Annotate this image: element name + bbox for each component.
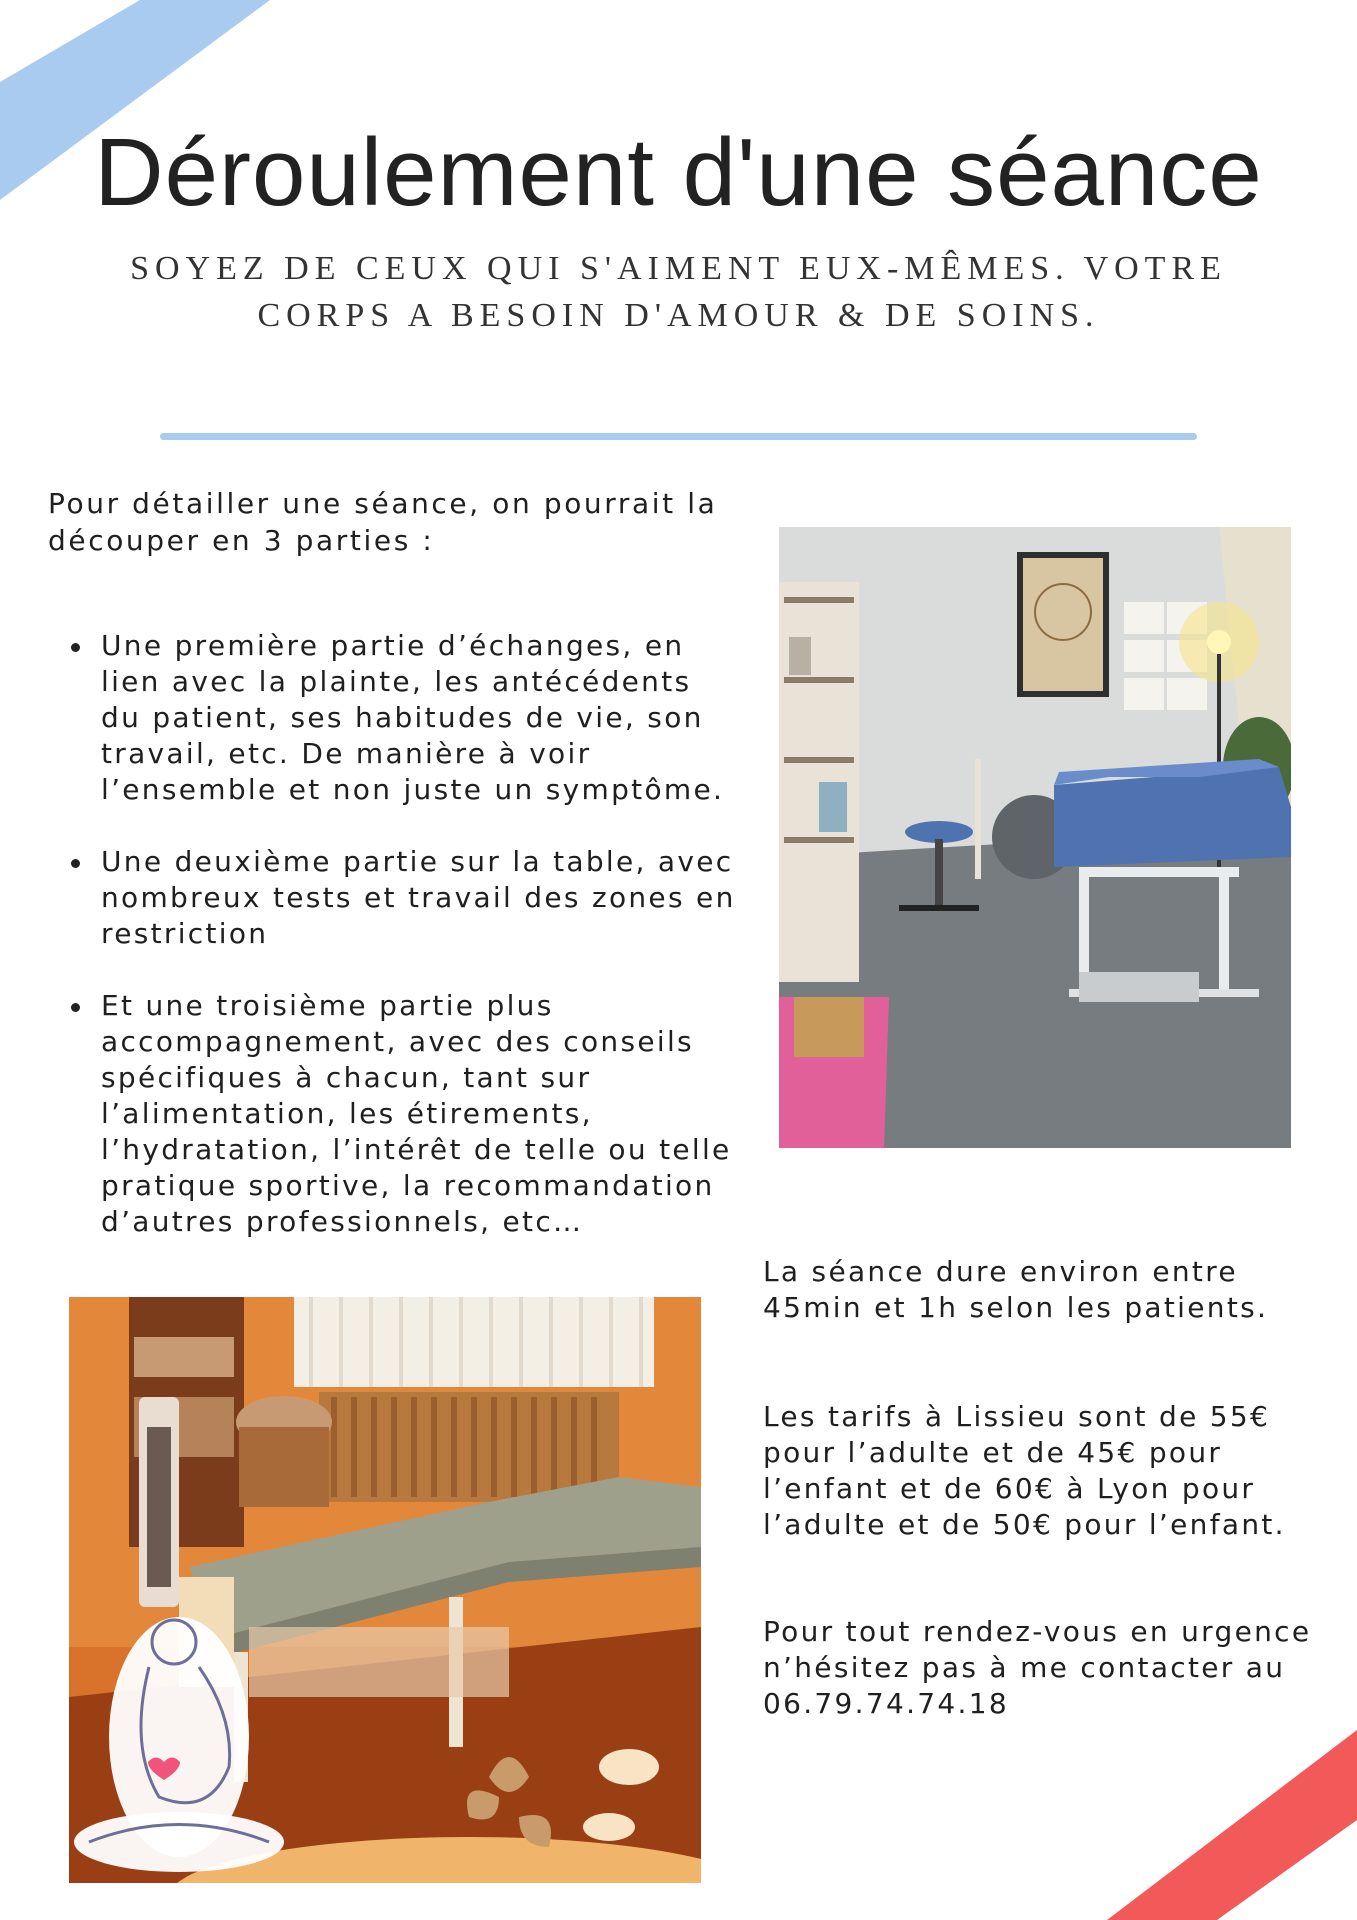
page-title: Déroulement d'une séance [94,119,1263,226]
intro-text: Pour détailler une séance, on pourrait la découper en 3 parties : [48,487,718,557]
part-text: Une première partie d’échanges, en lien avec la plainte, les antécédents du patient, ses habitudes de vie, son travail, etc. De manière à voir l’ensemble et non juste un symptôme. [101,629,725,806]
part-text: Et une troisième partie plus accompagnement, avec des conseils spécifiques à chacun, tant sur l’alimentation, les étirements, l’hydratation, l’intérêt de telle ou telle pratique sportive, la recommandation d’autres professionnels, etc… [101,989,732,1238]
section-divider [160,433,1197,440]
bullet-icon [71,643,80,652]
bullet-icon [71,1003,80,1012]
list-item [62,844,742,952]
bullet-icon [71,859,80,868]
part-text: Une deuxième partie sur la table, avec nombreux tests et travail des zones en restriction [101,845,736,950]
list-item [62,988,742,1240]
page-subtitle: SOYEZ DE CEUX QUI S'AIMENT EUX-MÊMES. VOTRE CORPS A BESOIN D'AMOUR & DE SOINS. [130,250,1227,334]
treatment-room-photo [779,527,1291,1148]
session-duration-text: La séance dure environ entre 45min et 1h selon les patients. [763,1255,1269,1324]
list-item [62,628,742,808]
treatment-table-photo [69,1297,701,1883]
urgent-contact-text: Pour tout rendez-vous en urgence n’hésitez pas à me contacter au 06.79.74.74.18 [763,1615,1312,1720]
session-parts-list [62,628,742,1276]
pricing-text: Les tarifs à Lissieu sont de 55€ pour l’adulte et de 45€ pour l’enfant et de 60€ à Lyon pour l’adulte et de 50€ pour l’enfant. [763,1400,1286,1541]
